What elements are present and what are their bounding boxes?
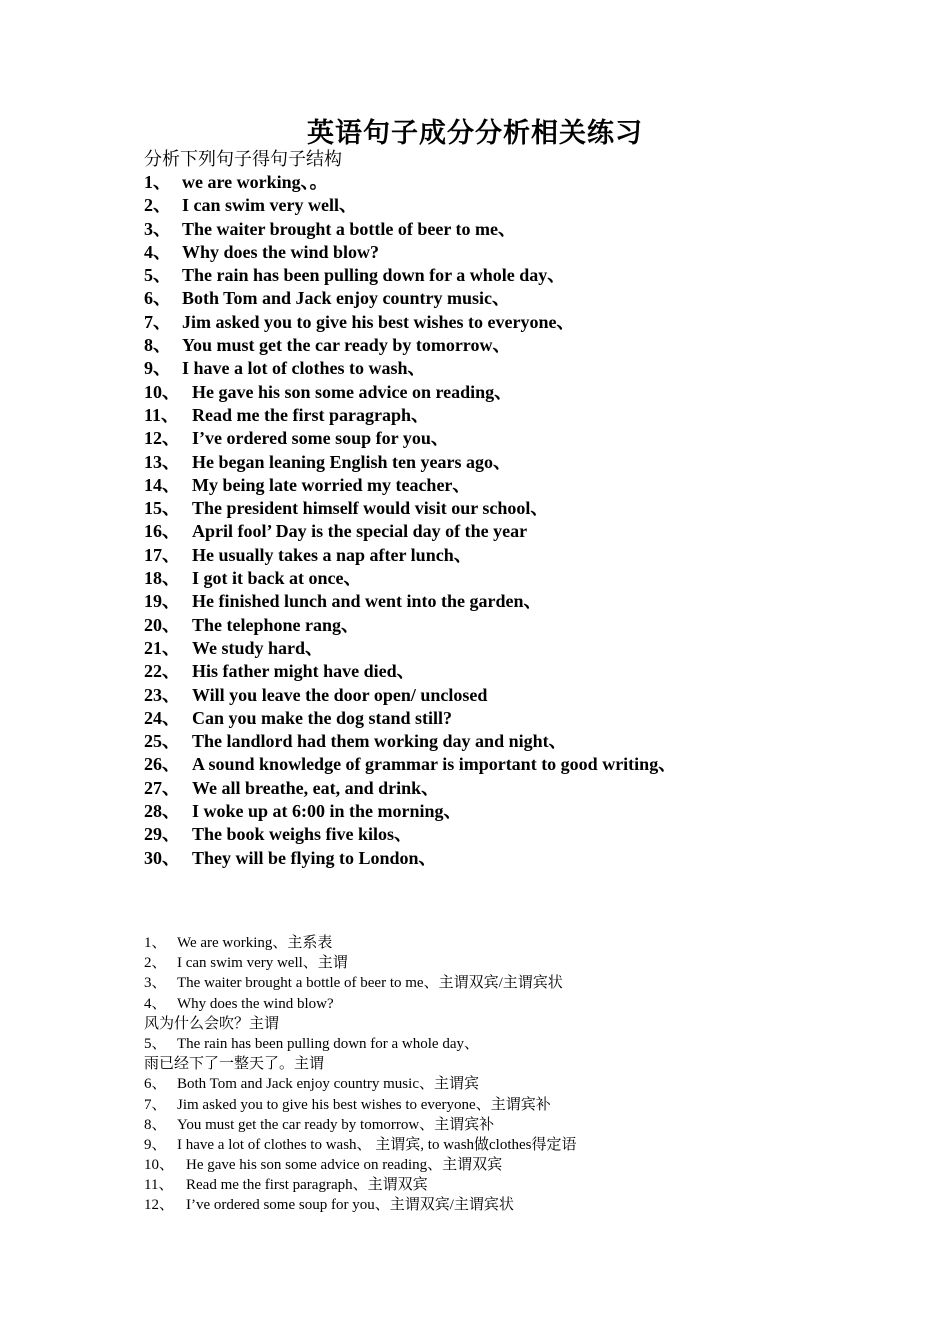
question-item <box>144 334 676 357</box>
question-item <box>144 357 676 380</box>
answer-item <box>144 994 577 1014</box>
answer-text: I’ve ordered some soup for you、主谓双宾/主谓宾状 <box>186 1197 514 1214</box>
question-text: I woke up at 6:00 in the morning、 <box>192 801 462 822</box>
answer-text: I have a lot of clothes to wash、 主谓宾, to wash做clothes得定语 <box>177 1136 577 1153</box>
answer-item <box>144 953 577 973</box>
question-number: 26、 <box>144 754 180 775</box>
question-item <box>144 823 676 846</box>
answer-text: The waiter brought a bottle of beer to me、主谓双宾/主谓宾状 <box>177 975 563 992</box>
answer-item <box>144 1195 577 1215</box>
question-item <box>144 567 676 590</box>
question-number: 9、 <box>144 358 171 379</box>
answer-number: 4、 <box>144 995 167 1012</box>
question-text: They will be flying to London、 <box>192 847 437 868</box>
question-number: 1、 <box>144 172 171 192</box>
question-item <box>144 194 676 217</box>
answer-number: 1、 <box>144 935 167 951</box>
question-number: 16、 <box>144 521 180 542</box>
question-number: 11、 <box>144 404 180 425</box>
answer-item <box>144 1135 577 1155</box>
question-text: His father might have died、 <box>192 661 415 682</box>
question-number: 7、 <box>144 311 171 332</box>
question-text: The landlord had them working day and night、 <box>192 731 567 752</box>
answer-number: 5、 <box>144 1035 167 1052</box>
question-number: 4、 <box>144 241 171 262</box>
question-text: Why does the wind blow? <box>182 241 380 262</box>
question-text: I got it back at once、 <box>192 568 362 589</box>
answer-item <box>144 1074 577 1094</box>
answer-item <box>144 1034 577 1054</box>
question-item <box>144 381 676 404</box>
answer-number: 8、 <box>144 1116 167 1133</box>
question-number: 23、 <box>144 684 180 705</box>
question-number: 8、 <box>144 335 171 356</box>
question-item <box>144 753 676 776</box>
question-item <box>144 590 676 613</box>
answer-text: 风为什么会吹？主谓 <box>144 1015 280 1032</box>
question-number: 24、 <box>144 707 180 728</box>
question-item <box>144 777 676 800</box>
question-number: 12、 <box>144 428 180 449</box>
question-number: 17、 <box>144 544 180 565</box>
question-number: 18、 <box>144 568 180 589</box>
question-item <box>144 287 676 310</box>
question-number: 13、 <box>144 451 180 472</box>
question-number: 3、 <box>144 218 171 239</box>
question-text: I’ve ordered some soup for you、 <box>192 428 449 449</box>
question-text: The telephone rang、 <box>192 614 360 635</box>
question-item <box>144 847 676 870</box>
answer-text: 雨已经下了一整天了。主谓 <box>144 1056 325 1073</box>
question-number: 10、 <box>144 381 180 402</box>
question-number: 27、 <box>144 777 180 798</box>
instruction-text: 分析下列句子得句子结构 <box>144 149 342 170</box>
answer-item <box>144 1054 577 1074</box>
answer-item <box>144 973 577 993</box>
question-item <box>144 218 676 241</box>
question-text: He usually takes a nap after lunch、 <box>192 544 472 565</box>
question-item <box>144 451 676 474</box>
question-item <box>144 614 676 637</box>
question-text: April fool’ Day is the special day of the year <box>192 521 528 542</box>
question-item <box>144 311 676 334</box>
question-item <box>144 520 676 543</box>
answer-text: Why does the wind blow? <box>177 995 334 1012</box>
answer-number: 9、 <box>144 1136 167 1153</box>
question-item <box>144 637 676 660</box>
answer-text: Jim asked you to give his best wishes to everyone、主谓宾补 <box>177 1096 551 1113</box>
answer-item <box>144 1175 577 1195</box>
question-text: We all breathe, eat, and drink、 <box>192 777 440 798</box>
question-text: We study hard、 <box>192 637 324 658</box>
answer-item <box>144 1155 577 1175</box>
question-text: The waiter brought a bottle of beer to me、 <box>182 218 516 239</box>
question-text: He began leaning English ten years ago、 <box>192 451 512 472</box>
answer-list <box>144 933 577 1216</box>
question-number: 14、 <box>144 474 180 495</box>
question-number: 30、 <box>144 847 180 868</box>
question-item <box>144 707 676 730</box>
answer-number: 3、 <box>144 975 167 992</box>
answer-text: Read me the first paragraph、主谓双宾 <box>186 1177 428 1194</box>
question-text: He finished lunch and went into the garden、 <box>192 591 542 612</box>
question-text: You must get the car ready by tomorrow、 <box>182 335 511 356</box>
answer-number: 6、 <box>144 1076 167 1093</box>
question-item <box>144 660 676 683</box>
answer-text: Both Tom and Jack enjoy country music、主谓宾 <box>177 1076 479 1093</box>
question-item <box>144 241 676 264</box>
question-text: My being late worried my teacher、 <box>192 474 471 495</box>
answer-number: 12、 <box>144 1197 175 1214</box>
question-text: Jim asked you to give his best wishes to everyone、 <box>182 311 575 332</box>
question-number: 22、 <box>144 661 180 682</box>
answer-number: 11、 <box>144 1177 174 1194</box>
question-list <box>144 171 676 870</box>
question-text: He gave his son some advice on reading、 <box>192 381 513 402</box>
question-text: Will you leave the door open/ unclosed <box>192 684 488 705</box>
answer-text: You must get the car ready by tomorrow、主谓宾补 <box>177 1116 495 1133</box>
question-number: 28、 <box>144 801 180 822</box>
answer-item <box>144 933 577 953</box>
answer-text: He gave his son some advice on reading、主谓双宾 <box>186 1157 503 1174</box>
question-item <box>144 800 676 823</box>
answer-item <box>144 1014 577 1034</box>
question-text: The book weighs five kilos、 <box>192 824 413 845</box>
answer-number: 7、 <box>144 1096 167 1113</box>
answer-text: The rain has been pulling down for a whole day、 <box>177 1035 479 1052</box>
question-number: 29、 <box>144 824 180 845</box>
question-number: 19、 <box>144 591 180 612</box>
answer-text: I can swim very well、主谓 <box>177 955 348 972</box>
answer-number: 10、 <box>144 1157 175 1174</box>
answer-text: We are working、主系表 <box>177 935 333 951</box>
question-number: 15、 <box>144 498 180 519</box>
question-number: 25、 <box>144 731 180 752</box>
question-number: 2、 <box>144 195 171 216</box>
question-item <box>144 544 676 567</box>
question-item <box>144 684 676 707</box>
question-item <box>144 171 676 194</box>
question-item <box>144 404 676 427</box>
question-item <box>144 427 676 450</box>
question-number: 5、 <box>144 265 171 286</box>
question-item <box>144 497 676 520</box>
question-item <box>144 730 676 753</box>
question-text: Can you make the dog stand still? <box>192 707 453 728</box>
question-text: I have a lot of clothes to wash、 <box>182 358 426 379</box>
question-text: A sound knowledge of grammar is important to good writing、 <box>192 754 677 775</box>
question-number: 20、 <box>144 614 180 635</box>
question-item <box>144 474 676 497</box>
answer-item <box>144 1115 577 1135</box>
question-text: we are working、。 <box>182 172 328 192</box>
question-text: Both Tom and Jack enjoy country music、 <box>182 288 511 309</box>
question-number: 21、 <box>144 637 180 658</box>
question-text: Read me the first paragraph、 <box>192 404 429 425</box>
answer-item <box>144 1095 577 1115</box>
question-text: The president himself would visit our school、 <box>192 498 549 519</box>
answer-number: 2、 <box>144 955 167 972</box>
question-item <box>144 264 676 287</box>
document-title: 英语句子成分分析相关练习 <box>307 118 643 149</box>
question-text: I can swim very well、 <box>182 195 357 216</box>
question-number: 6、 <box>144 288 171 309</box>
question-text: The rain has been pulling down for a whole day、 <box>182 265 566 286</box>
